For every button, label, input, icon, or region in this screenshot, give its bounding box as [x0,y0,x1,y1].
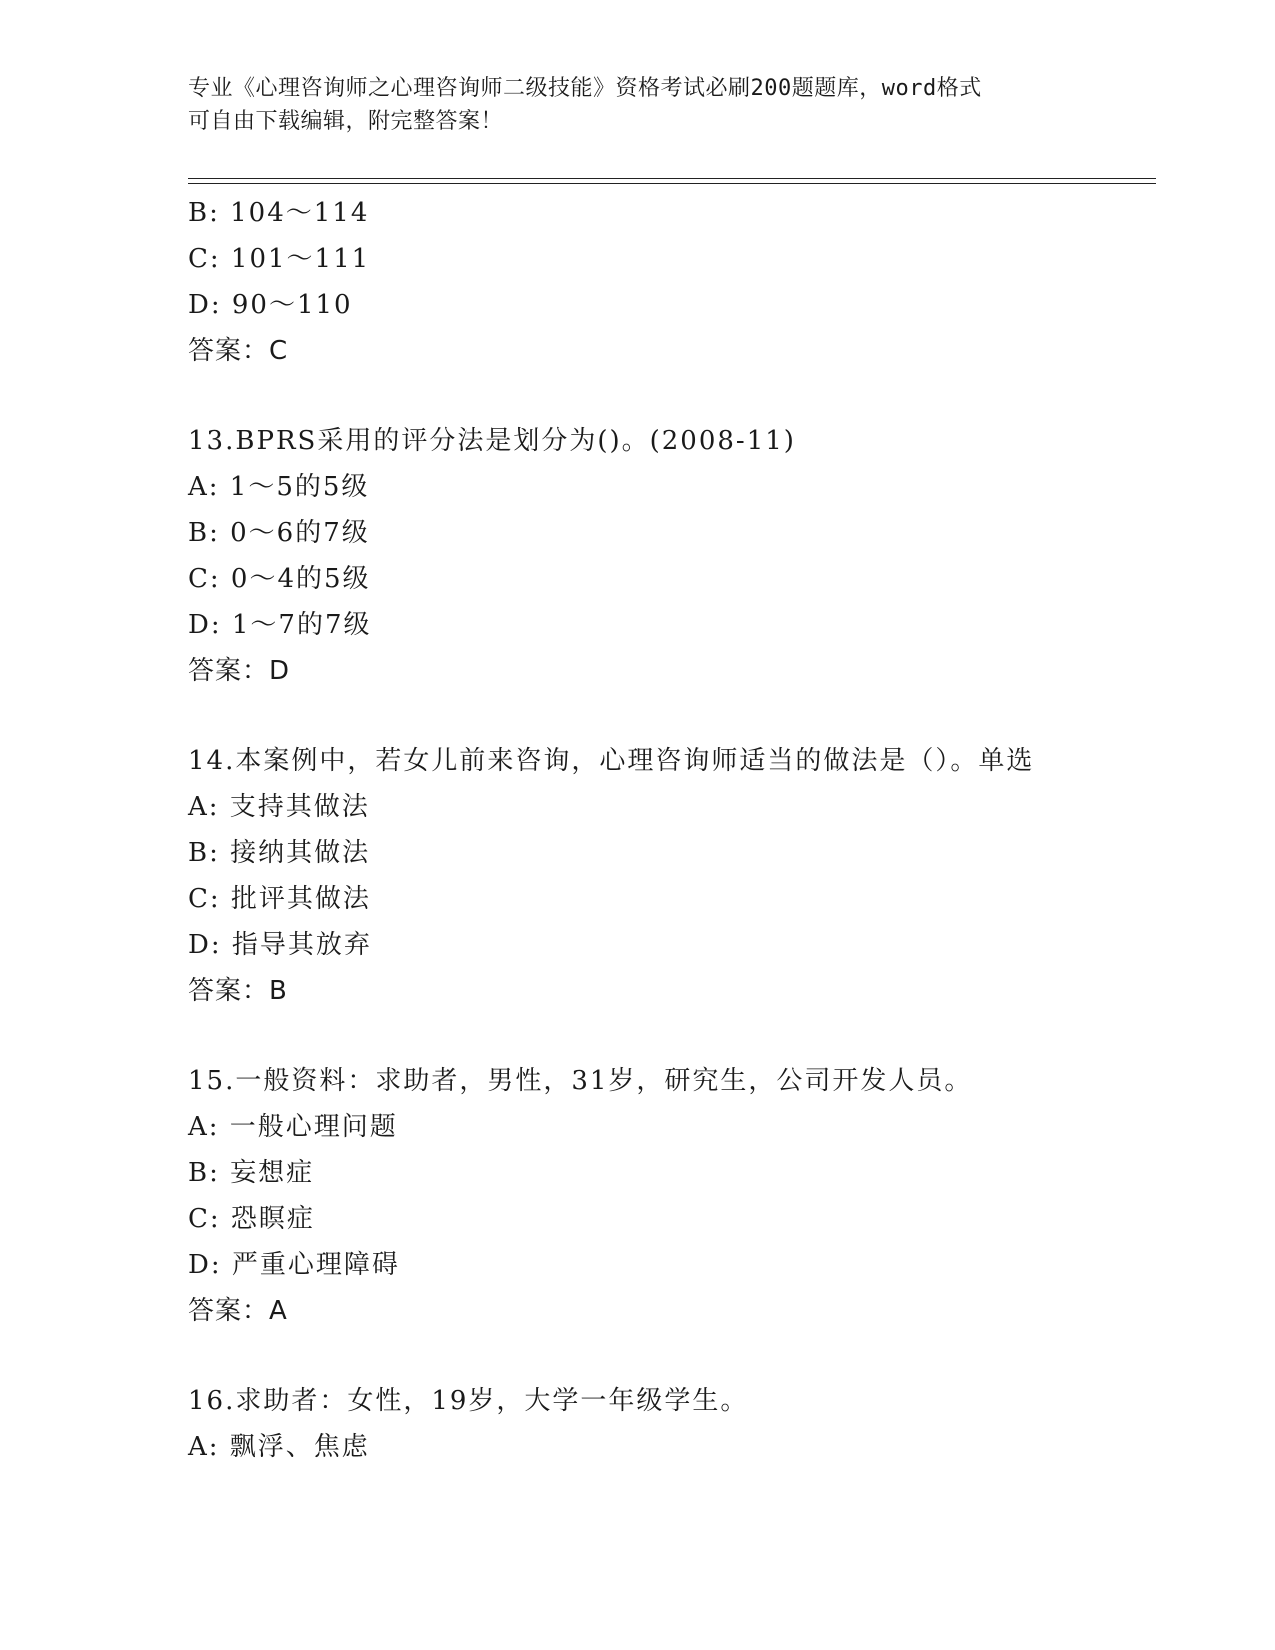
option-a: A: 飘浮、焦虑 [188,1432,370,1462]
header-divider-top [188,178,1156,179]
question-stem: 15.一般资料：求助者，男性，31岁，研究生，公司开发人员。 [188,1066,973,1096]
option-c: C: 恐瞑症 [188,1204,315,1234]
answer-line: 答案：C [188,336,289,366]
option-b: B: 104～114 [188,198,370,228]
question-list [188,190,1156,1470]
option-a: A: 支持其做法 [188,792,370,822]
question-stem: 13.BPRS采用的评分法是划分为()。(2008-11) [188,426,796,456]
header-line-1: 专业《心理咨询师之心理咨询师二级技能》资格考试必刷200题题库，word格式 [188,76,982,101]
option-a: A: 一般心理问题 [188,1112,398,1142]
spacer [188,374,1156,418]
answer-line: 答案：B [188,976,288,1006]
question-14 [188,738,1156,1014]
option-d: D: 90～110 [188,290,353,320]
spacer [188,1014,1156,1058]
spacer [188,1334,1156,1378]
question-stem: 16.求助者：女性，19岁，大学一年级学生。 [188,1386,749,1416]
page-header [188,72,1088,138]
option-d: D: 1～7的7级 [188,610,372,640]
option-d: D: 严重心理障碍 [188,1250,400,1280]
question-15 [188,1058,1156,1334]
option-c: C: 0～4的5级 [188,564,371,594]
option-b: B: 妄想症 [188,1158,315,1188]
question-16 [188,1378,1156,1470]
spacer [188,694,1156,738]
option-b: B: 接纳其做法 [188,838,371,868]
answer-line: 答案：A [188,1296,288,1326]
header-divider-bottom [188,183,1156,184]
option-a: A: 1～5的5级 [188,472,370,502]
question-13 [188,418,1156,694]
option-c: C: 批评其做法 [188,884,371,914]
option-d: D: 指导其放弃 [188,930,372,960]
option-b: B: 0～6的7级 [188,518,370,548]
question-stem: 14.本案例中，若女儿前来咨询，心理咨询师适当的做法是（）。单选 [188,746,1035,776]
header-line-2: 可自由下载编辑，附完整答案！ [188,109,504,134]
question-12-continued [188,190,1156,374]
option-c: C: 101～111 [188,244,371,274]
answer-line: 答案：D [188,656,291,686]
